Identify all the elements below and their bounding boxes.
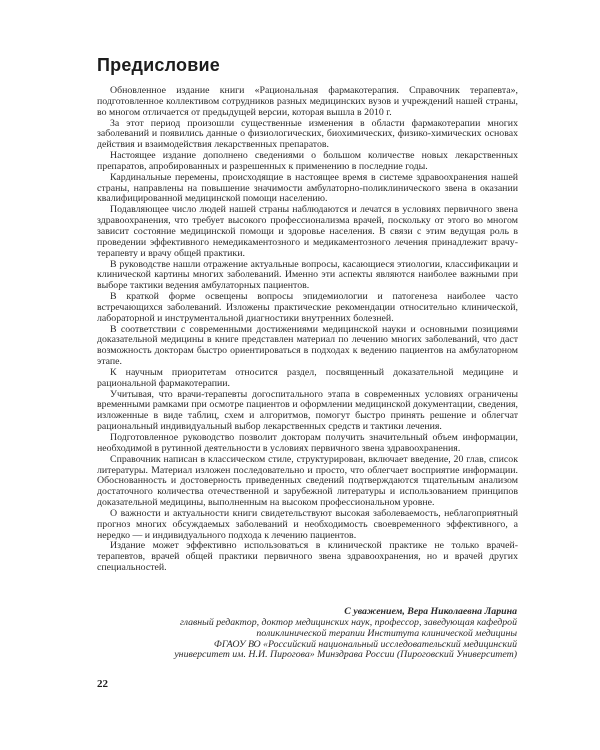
- paragraph: Настоящее издание дополнено сведениями о большом количестве новых лекарственных препаратов, апробированных и разрешенных к применению в последние годы.: [97, 150, 518, 172]
- paragraph: Учитывая, что врачи-терапевты догоспитального этапа в современных условиях ограничены временными рамками при осмотре пациентов и оформлении медицинской документации, сведения, изложенные в виде таблиц, схем и алгоритмов, помогут быстро принять решение и облегчат рациональный индивидуальный выбор лекарственных средств и тактики лечения.: [97, 388, 518, 433]
- paragraph: Подавляющее число людей нашей страны наблюдаются и лечатся в условиях первичного звена здравоохранения, что требует высокого профессионализма врачей, поскольку от этого во многом зависит состояние медицинской помощи и здоровье населения. В связи с этим ведущая роль в проведении эффективного немедикаментозного и медикаментозного лечения принадлежит врачу-терапевту и врачу общей практики.: [97, 204, 518, 259]
- signature-position: поликлинической терапии Института клинической медицины: [256, 627, 517, 639]
- paragraph: Издание может эффективно использоваться в клинической практике не только врачей-терапевтов, врачей общей практики первичного звена здравоохранения, но и врачей других специальностей.: [97, 540, 518, 574]
- paragraph: Кардинальные перемены, происходящие в настоящее время в системе здравоохранения нашей страны, направлены на повышение значимости амбулаторно-поликлинического звена в оказании квалифицированной медицинской помощи населению.: [97, 171, 518, 205]
- signature-affiliation: университет им. Н.И. Пирогова» Минздрава России (Пироговский Университет): [174, 649, 517, 661]
- paragraph: В краткой форме освещены вопросы эпидемиологии и патогенеза наиболее часто встречающихся заболеваний. Изложены практические рекомендации относительно клинической, лабораторной и инструментальной диагностики внутренних болезней.: [97, 291, 518, 324]
- paragraph: За этот период произошли существенные изменения в области фармакотерапии многих заболеваний и появились данные о физиологических, биохимических, физико-химических основах действия и взаимодействия лекарственных препаратов.: [97, 117, 518, 151]
- paragraph: К научным приоритетам относится раздел, посвященный доказательной медицине и рациональной фармакотерапии.: [97, 366, 518, 389]
- page-title: Предисловие: [97, 55, 220, 75]
- paragraph: Обновленное издание книги «Рациональная фармакотерапия. Справочник терапевта», подготовленное коллективом сотрудников разных медицинских вузов и учреждений нашей страны, во многом отличается от предыдущей версии, которая вышла в 2010 г.: [97, 85, 518, 118]
- signature-affiliation: ФГАОУ ВО «Российский национальный исследовательский медицинский: [213, 638, 517, 650]
- page-number: 22: [97, 678, 108, 690]
- signature-block: [110, 607, 517, 661]
- signature-position: главный редактор, доктор медицинских наук, профессор, заведующая кафедрой: [179, 616, 517, 628]
- paragraph: Справочник написан в классическом стиле, структурирован, включает введение, 20 глав, список литературы. Материал изложен последовательно и просто, что облегчает восприятие информации. Обоснованность и достоверность приведенных сведений подтверждаются тщательным анализом достаточного количества отечественной и зарубежной литературы и использованием принципов доказательной медицины, выполненным на высоком профессиональном уровне.: [97, 453, 518, 509]
- paragraph: В руководстве нашли отражение актуальные вопросы, касающиеся этиологии, классификации и клинической картины многих заболеваний. Именно эти аспекты являются наиболее важными при выборе тактики ведения амбулаторных пациентов.: [97, 258, 518, 292]
- signature-name: С уважением, Вера Николаевна Ларина: [344, 606, 517, 617]
- preface-body: [97, 86, 518, 574]
- paragraph: О важности и актуальности книги свидетельствуют высокая заболеваемость, неблагоприятный прогноз многих обсуждаемых заболеваний и необходимость своевременного эффективного, а нередко — и индивидуального подхода к лечению пациентов.: [97, 507, 518, 541]
- paragraph: Подготовленное руководство позволит докторам получить значительный объем информации, необходимой в рутинной деятельности в условиях первичного звена здравоохранения.: [97, 432, 518, 454]
- paragraph: В соответствии с современными достижениями медицинской науки и основными позициями доказательной медицины в книге представлен материал по лечению многих заболеваний, что даст возможность докторам быстро ориентироваться в подходах к ведению пациентов на амбулаторном этапе.: [97, 323, 518, 368]
